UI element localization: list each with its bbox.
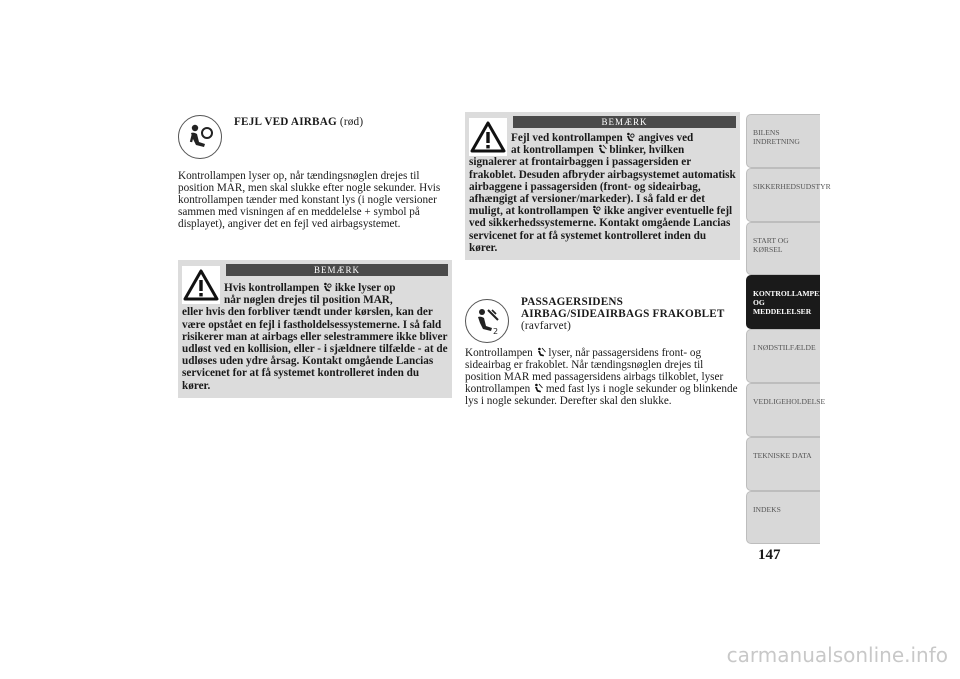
tab-kontrollamper[interactable]: KONTROLLAMPER OG MEDDELELSER	[746, 275, 820, 329]
airbag-person-icon	[322, 282, 332, 292]
right-note-text: Fejl ved kontrollampen angives ved at kontrollampen blinker, hvilken signalerer at frontairbaggen i passagersiden er frakoblet. Desuden afbryder airbagsystemet automatisk airbaggene i passagersiden (front- og sideairbag, afhængigt af versioner/markeder). I så fald er det muligt, at kontrollampen ikke angiver eventuelle fejl ved sikkerhedssystemerne. Kontakt omgående Lancias servicenet for at få systemet kontrolleret inden du kører.	[469, 132, 736, 254]
chapter-tabs	[746, 114, 831, 544]
airbag-person-icon	[591, 205, 601, 215]
passenger-airbag-off-icon	[536, 347, 546, 357]
warning-triangle-icon	[182, 266, 220, 304]
warning-triangle-icon	[469, 118, 507, 156]
passenger-airbag-body: Kontrollampen lyser, når passagersidens front- og sideairbag er frakoblet. Når tændingsnøglen drejes til position MAR med passagersidens airbags tilkoblet, lyser kontrollampen med fast lys i nogle sekunder og blinkende lys i nogle sekunder. Derefter skal den slukke.	[465, 347, 738, 408]
airbag-person-icon	[178, 115, 222, 159]
passenger-airbag-heading: PASSAGERSIDENS AIRBAG/SIDEAIRBAGS FRAKOBLET (ravfarvet)	[521, 296, 725, 333]
left-note-text: Hvis kontrollampen ikke lyser op når nøglen drejes til position MAR, eller hvis den forbliver tændt under kørslen, kan der være opstået en fejl i fastholdelsessystemerne. I så fald risikerer man at airbags eller selestrammere ikke bliver udløst ved en kollision, eller - i sjældnere tilfælde - at de udløses uden ydre årsag. Kontakt omgående Lancias servicenet for at få systemet kontrolleret inden du kører.	[182, 282, 448, 392]
tab-bilens-indretning[interactable]: BILENS INDRETNING	[746, 114, 820, 168]
tab-tekniske-data[interactable]: TEKNISKE DATA	[746, 437, 820, 491]
airbag-fault-color: (rød)	[339, 116, 364, 128]
tab-i-nodstilfaelde[interactable]: I NØDSTILFÆLDE	[746, 329, 820, 383]
passenger-airbag-off-icon	[533, 383, 543, 393]
tab-indeks[interactable]: INDEKS	[746, 491, 820, 545]
right-column	[465, 112, 740, 407]
left-note-label: BEMÆRK	[226, 264, 448, 276]
airbag-fault-heading: FEJL VED AIRBAG (rød)	[234, 116, 364, 128]
left-note-box	[178, 260, 452, 398]
passenger-airbag-off-icon	[465, 299, 509, 343]
passenger-airbag-off-icon	[597, 144, 607, 154]
page-number: 147	[758, 547, 781, 563]
left-column	[178, 112, 452, 398]
watermark: carmanualsonline.info	[726, 643, 948, 667]
right-note-box	[465, 112, 740, 260]
airbag-fault-body: Kontrollampen lyser op, når tændingsnøglen drejes til position MAR, men skal slukke efter nogle sekunder. Hvis kontrollampen tænder med konstant lys (i nogle versioner sammen med visningen af en meddelelse + symbol på displayet), angiver det en fejl ved airbagsystemet.	[178, 170, 441, 230]
tab-vedligeholdelse[interactable]: VEDLIGEHOLDELSE	[746, 383, 820, 437]
svg-text:2: 2	[493, 327, 499, 337]
airbag-person-icon	[625, 132, 635, 142]
tab-sikkerhedsudstyr[interactable]: SIKKERHEDSUDSTYR	[746, 168, 820, 222]
passenger-airbag-color: (ravfarvet)	[521, 320, 572, 333]
right-note-label: BEMÆRK	[513, 116, 736, 128]
airbag-fault-heading-row	[178, 112, 452, 159]
tab-start-og-korsel[interactable]: START OG KØRSEL	[746, 222, 820, 276]
passenger-airbag-heading-row	[465, 296, 740, 343]
